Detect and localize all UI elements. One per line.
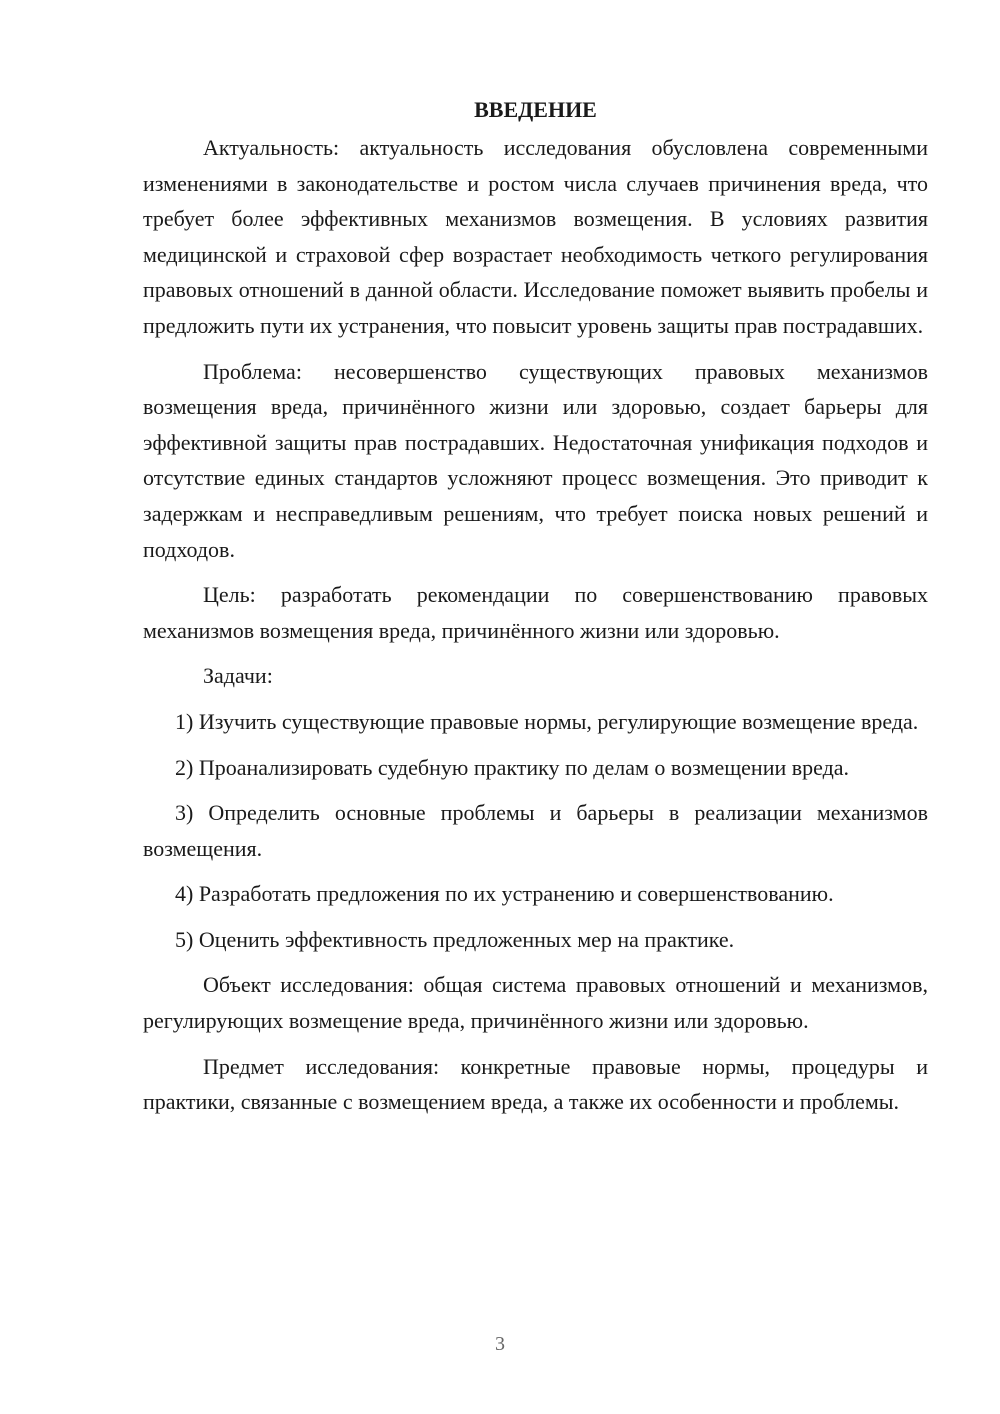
task-item-1: 1) Изучить существующие правовые нормы, регулирующие возмещение вреда. bbox=[175, 708, 919, 734]
section-heading: ВВЕДЕНИЕ bbox=[474, 97, 597, 122]
document-page bbox=[143, 92, 928, 1130]
task-item-4: 4) Разработать предложения по их устранению и совершенствованию. bbox=[175, 881, 834, 907]
relevance-paragraph: Актуальность: актуальность исследования обусловлена современными изменениями в законодательстве и ростом числа случаев причинения вреда, что требует более эффективных механизмов возмещения. В условиях развития медицинской и страховой сфер возрастает необходимость четкого регулирования правовых отношений в данной области. Исследование поможет выявить пробелы и предложить пути их устранения, что повысит уровень защиты прав пострадавших. bbox=[143, 135, 928, 338]
object-paragraph: Объект исследования: общая система правовых отношений и механизмов, регулирующих возмещение вреда, причинённого жизни или здоровью. bbox=[143, 972, 928, 1034]
task-item-2: 2) Проанализировать судебную практику по делам о возмещении вреда. bbox=[175, 754, 850, 780]
tasks-title: Задачи: bbox=[203, 663, 273, 689]
subject-paragraph: Предмет исследования: конкретные правовые нормы, процедуры и практики, связанные с возмещением вреда, а также их особенности и проблемы. bbox=[143, 1053, 928, 1115]
problem-paragraph: Проблема: несовершенство существующих правовых механизмов возмещения вреда, причинённого жизни или здоровью, создает барьеры для эффективной защиты прав пострадавших. Недостаточная унификация подходов и отсутствие единых стандартов усложняют процесс возмещения. Это приводит к задержкам и несправедливым решениям, что требует поиска новых решений и подходов. bbox=[143, 358, 928, 562]
goal-paragraph: Цель: разработать рекомендации по совершенствованию правовых механизмов возмещения вреда, причинённого жизни или здоровью. bbox=[143, 582, 928, 643]
page-number: 3 bbox=[495, 1333, 505, 1355]
task-item-3: 3) Определить основные проблемы и барьеры в реализации механизмов возмещения. bbox=[143, 800, 928, 861]
task-item-5: 5) Оценить эффективность предложенных мер на практике. bbox=[175, 926, 735, 952]
